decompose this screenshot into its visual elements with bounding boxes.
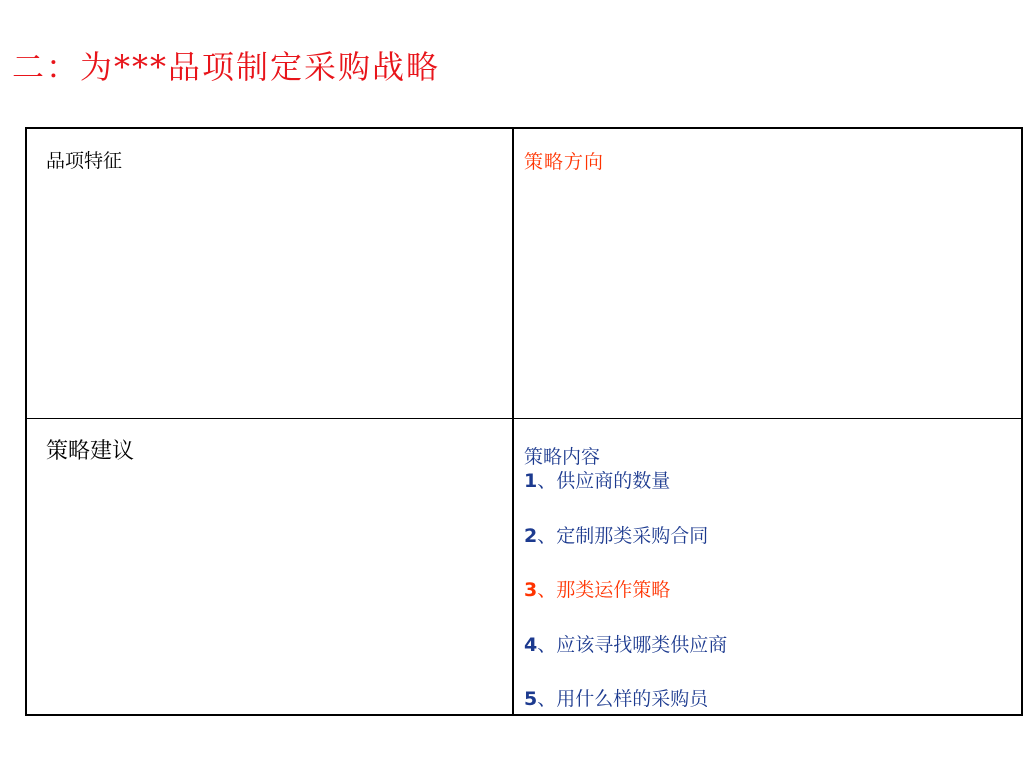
list-item-number: 2	[524, 524, 538, 547]
cell-strategy-suggestion-label: 策略建议	[46, 439, 135, 464]
list-item-separator: 、	[537, 470, 557, 492]
table-horizontal-divider	[27, 418, 1021, 419]
slide-title: 二：为***品项制定采购战略	[12, 48, 441, 86]
list-item	[524, 687, 727, 742]
list-item-number: 3	[524, 579, 538, 601]
list-item	[524, 578, 727, 633]
list-item	[524, 469, 727, 524]
strategy-content-block	[524, 445, 727, 742]
table-vertical-divider	[512, 129, 514, 714]
list-item-text: 用什么样的采购员	[556, 688, 709, 710]
list-item-text: 那类运作策略	[556, 579, 671, 601]
list-item-text: 应该寻找哪类供应商	[556, 633, 728, 656]
strategy-table	[25, 127, 1023, 716]
list-item	[524, 524, 727, 579]
list-item-separator: 、	[537, 633, 557, 656]
list-item-text: 供应商的数量	[556, 470, 671, 492]
list-item-separator: 、	[537, 579, 557, 601]
strategy-content-list	[524, 469, 727, 742]
cell-strategy-direction-label: 策略方向	[524, 151, 605, 173]
strategy-content-heading: 策略内容	[524, 446, 601, 468]
list-item-separator: 、	[537, 524, 557, 547]
cell-item-characteristics-label: 品项特征	[46, 150, 123, 172]
list-item	[524, 633, 727, 688]
list-item-number: 4	[524, 633, 538, 656]
list-item-separator: 、	[537, 688, 557, 710]
list-item-number: 1	[524, 470, 538, 492]
list-item-text: 定制那类采购合同	[556, 524, 709, 547]
list-item-number: 5	[524, 688, 538, 710]
